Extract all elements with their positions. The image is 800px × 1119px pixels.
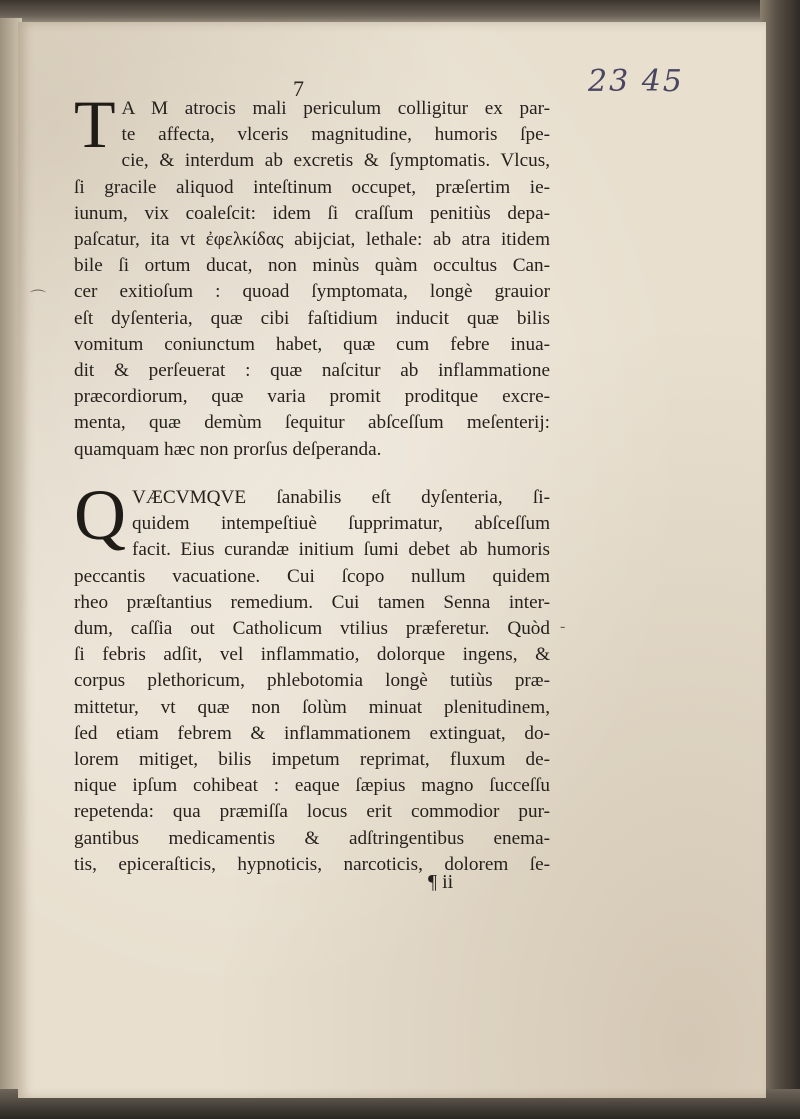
signature-mark: ¶ ii xyxy=(428,871,454,893)
text-line: te affecta, vlceris magnitudine, humoris ſpe- xyxy=(121,124,550,146)
text-line: ſi gracile aliquod inteſtinum occupet, præſertim ie- xyxy=(74,176,550,198)
text-line: ſed etiam febrem & inflammationem extinguat, do- xyxy=(74,722,550,744)
text-line: mittetur, vt quæ non ſolùm minuat plenitudinem, xyxy=(74,696,550,718)
paragraph-2 xyxy=(74,475,550,878)
text-line: nique ipſum cohibeat : eaque ſæpius magno ſucceſſu xyxy=(74,775,550,797)
book-right-edge xyxy=(760,0,800,1119)
text-line: iunum, vix coaleſcit: idem ſi craſſum penitiùs depa- xyxy=(74,202,550,224)
text-line: VÆCVMQVE ſanabilis eſt dyſenteria, ſi- xyxy=(132,487,550,508)
text-line: præcordiorum, quæ varia promit proditque excre- xyxy=(74,386,550,408)
text-line: repetenda: qua præmiſſa locus erit commodior pur- xyxy=(74,801,550,823)
paragraph-1 xyxy=(74,86,550,463)
text-line: ſi febris adſit, vel inflammatio, dolorque ingens, & xyxy=(74,644,550,666)
text-line: quamquam hæc non prorſus deſperanda. xyxy=(74,438,382,460)
text-line: facit. Eius curandæ initium ſumi debet ab humoris xyxy=(132,539,550,561)
handwritten-folio-number: 23 45 xyxy=(588,64,684,99)
text-line: dum, caſſia out Catholicum vtilius præferetur. Quòd xyxy=(74,618,550,640)
text-line: cie, & interdum ab excretis & ſymptomatis. Vlcus, xyxy=(121,150,550,172)
text-line: A M atrocis mali periculum colligitur ex par- xyxy=(121,98,550,119)
text-line: peccantis vacuatione. Cui ſcopo nullum quidem xyxy=(74,565,550,587)
margin-mark: ⌒ xyxy=(30,290,47,307)
text-line: bile ſi ortum ducat, non minùs quàm occultus Can- xyxy=(74,255,550,277)
text-line: tis, epiceraſticis, hypnoticis, narcoticis, dolorem ſe- xyxy=(74,853,550,875)
text-line: paſcatur, ita vt ἐφελκίδας abijciat, lethale: ab atra itidem xyxy=(74,229,550,251)
text-line: eſt dyſenteria, quæ cibi faſtidium inducit quæ bilis xyxy=(74,307,550,329)
dropcap-q: Q xyxy=(74,475,126,555)
text-line: corpus plethoricum, phlebotomia longè tutiùs præ- xyxy=(74,670,550,692)
text-line: vomitum coniunctum habet, quæ cum febre inua- xyxy=(74,333,550,355)
text-line: gantibus medicamentis & adſtringentibus enema- xyxy=(74,827,550,849)
text-line: cer exitioſum : quoad ſymptomata, longè grauior xyxy=(74,281,550,303)
text-line: rheo præſtantius remedium. Cui tamen Senna inter- xyxy=(74,591,550,613)
margin-mark: - xyxy=(560,618,566,635)
text-line: quidem intempeſtiuè ſupprimatur, abſceſſum xyxy=(132,513,550,535)
dropcap-t: T xyxy=(74,86,116,162)
page-number: 7 xyxy=(293,76,304,101)
text-line: lorem mitiget, bilis impetum reprimat, fluxum de- xyxy=(74,749,550,771)
text-line: dit & perſeuerat : quæ naſcitur ab inflammatione xyxy=(74,360,550,382)
text-line: menta, quæ demùm ſequitur abſceſſum meſenterij: xyxy=(74,412,550,434)
